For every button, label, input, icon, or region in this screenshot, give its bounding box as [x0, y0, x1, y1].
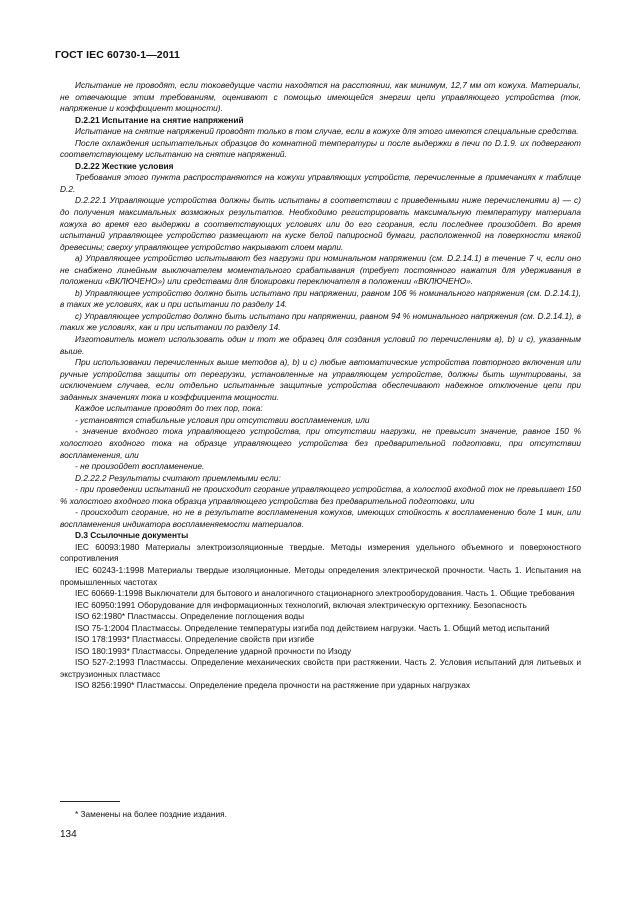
page-header: ГОСТ IEC 60730-1—2011 — [55, 49, 180, 61]
paragraph: IEC 60669-1:1998 Выключатели для бытового и аналогичного стационарного электрооборудования. Часть 1. Общие требования — [75, 588, 575, 599]
footnote-separator — [60, 801, 120, 802]
paragraph: а) Управляющее устройство испытывают без нагрузки при номинальном напряжении (см. D.2.14.1) в течение 7 ч, если оно не снабжено линейным выключателем моментального срабатывания (требует постоянного нажатия для удерживания в положении «ВКЛЮЧЕНО») или средствами для блокировки переключателя в положении «ВКЛЮЧЕНО». — [60, 253, 581, 287]
paragraph: - значение входного тока управляющего устройства, при отсутствии нагрузки, не превысит значение, равное 150 % холостого входного тока на образце управляющего устройства без предварительной подготовки, при отсутствии воспламенения, или — [60, 426, 581, 460]
paragraph: После охлаждения испытательных образцов до комнатной температуры и после выдержки в печи по D.1.9. их подвергают соответствующему испытанию на снятие напряжений. — [60, 137, 581, 160]
paragraph: D.2.22.2 Результаты считают приемлемыми если: — [75, 472, 281, 483]
paragraph: Каждое испытание проводят до тех пор, пока: — [75, 403, 263, 414]
paragraph: Испытание на снятие напряжений проводят только в том случае, если в кожухе для этого имеются специальные средства. — [75, 126, 579, 137]
paragraph: с) Управляющее устройство должно быть испытано при напряжении, равном 94 % номинального напряжения (см. D.2.14.1), в таких же условиях, как и при испытании по разделу 14. — [60, 310, 581, 333]
paragraph: - при проведении испытаний не происходит сгорание управляющего устройства, а холостой входной ток не превышает 150 % холостого входного тока образца управляющего устройства без предварительной подготовки, или — [60, 484, 581, 506]
footnote: * Заменены на более поздние издания. — [75, 809, 227, 819]
paragraph: Требования этого пункта распространяются на кожухи управляющих устройств, перечисленные в примечаниях к таблице D.2. — [60, 172, 581, 194]
document-body — [60, 80, 581, 692]
paragraph: D.2.22.1 Управляющие устройства должны быть испытаны в соответствии с приведенными ниже перечислениями а) — с) до получения максимальных возможных результатов. Необходимо регистрировать максимальную температуру материала кожуха во время его выдержки в соответствующих условиях или до его сгорания, если последнее произойдет. Во время испытаний управляющее устройство размещают на куске белой папиросной бумаги, расположенной на поверхности мягкой древесины; сверху управляющее устройство накрывают слоем марли. — [60, 195, 581, 252]
paragraph: Испытание не проводят, если токоведущие части находятся на расстоянии, как минимум, 12,7 мм от кожуха. Материалы, не отвечающие этим требованиям, оценивают с помощью имеющейся энергии цепи управляющего устройства (ток, напряжение и коэффициент мощности). — [60, 80, 581, 114]
section-heading: D.2.22 Жесткие условия — [75, 160, 174, 171]
paragraph: ISO 180:1993* Пластмассы. Определение ударной прочности по Изоду — [75, 645, 352, 656]
paragraph: ISO 527-2:1993 Пластмассы. Определение механических свойств при растяжении. Часть 2. Условия испытаний для литьевых и экструзионных пластмасс — [60, 657, 581, 679]
paragraph: - установятся стабильные условия при отсутствии воспламенения, или — [75, 414, 370, 425]
section-heading: D.2.21 Испытание на снятие напряжений — [75, 114, 244, 125]
paragraph: IEC 60950:1991 Оборудование для информационных технологий, включая электрическую оргтехнику. Безопасность — [75, 599, 527, 610]
paragraph: ISO 62:1980* Пластмассы. Определение поглощения воды — [75, 611, 305, 622]
paragraph: ISO 178:1993* Пластмассы. Определение свойств при изгибе — [75, 634, 315, 645]
paragraph: ISO 8256:1990* Пластмассы. Определение предела прочности на растяжение при ударных нагрузках — [75, 680, 471, 691]
paragraph: ISO 75-1:2004 Пластмассы. Определение температуры изгиба под действием нагрузки. Часть 1. Общий метод испытаний — [75, 622, 550, 633]
paragraph: - происходит сгорание, но не в результате воспламенения кожухов, имеющих стойкость к воспламенению боле 1 мин, или воспламенения индикатора воспламеняемости материалов. — [60, 507, 581, 529]
section-heading: D.3 Ссылочные документы — [75, 530, 189, 541]
paragraph: - не произойдет воспламенение. — [75, 461, 205, 472]
paragraph: IEC 60093:1980 Материалы электроизоляционные твердые. Методы измерения удельного объемного и поверхностного сопротивления — [60, 541, 581, 564]
paragraph: Изготовитель может использовать один и тот же образец для создания условий по перечислениям а), b) и с), указанным выше. — [60, 334, 581, 356]
paragraph: IEC 60243-1:1998 Материалы твердые изоляционные. Методы определения электрической прочности. Часть 1. Испытания на промышленных частотах — [60, 564, 581, 587]
page-number: 134 — [60, 829, 77, 840]
paragraph: b) Управляющее устройство должно быть испытано при напряжении, равном 106 % номинального напряжения (см. D.2.14.1), в таких же условиях, как и при испытании по разделу 14. — [60, 287, 581, 310]
paragraph: При использовании перечисленных выше методов а), b) и с) любые автоматические устройства повторного включения или ручные устройства защиты от перегрузки, установленные на управляющем устройстве, должны быть шунтированы, за исключением случаев, если отдельно испытанные защитные устройства обеспечивают надежное отключение цепи при заданных значениях тока и коэффициента мощности. — [60, 357, 581, 402]
